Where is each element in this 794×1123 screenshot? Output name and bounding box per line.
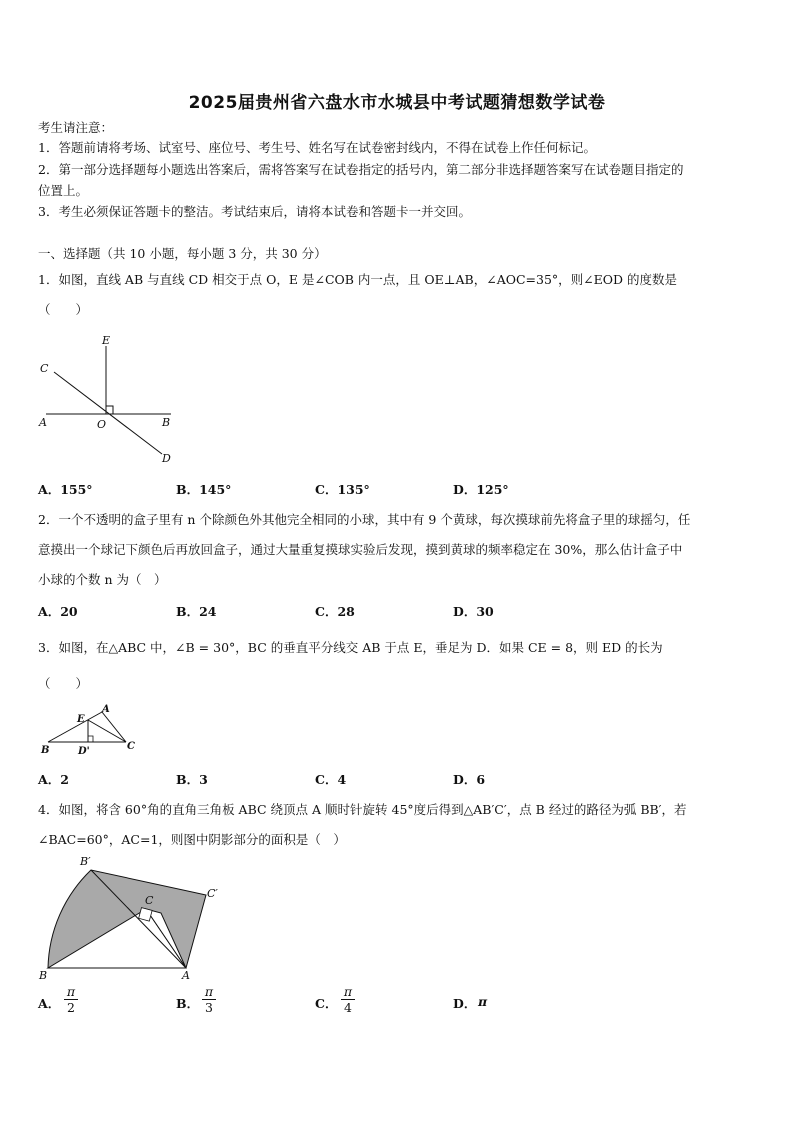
q3-label-c: C — [127, 741, 135, 752]
q1-label-e: E — [102, 334, 111, 347]
q4-option-d-value[interactable]: π — [478, 994, 488, 1009]
notice-heading: 考生请注意： — [38, 120, 114, 135]
q3-option-d[interactable]: D．6 — [453, 772, 486, 787]
q3-option-a[interactable]: A．2 — [38, 772, 69, 787]
q2-option-a[interactable]: A．20 — [38, 604, 78, 619]
q1-label-d: D — [162, 452, 171, 465]
q2-option-d[interactable]: D．30 — [453, 604, 494, 619]
q1-option-d[interactable]: D．125° — [453, 482, 509, 497]
q2-option-b[interactable]: B．24 — [176, 604, 217, 619]
q1-label-b: B — [162, 416, 171, 429]
q2-option-c[interactable]: C．28 — [315, 604, 355, 619]
q4-label-b1: B′ — [80, 855, 91, 868]
q3-label-e: E — [77, 714, 85, 725]
q4-option-b-den: 3 — [205, 1000, 213, 1015]
q4-option-b-num: π — [202, 984, 216, 1000]
q3-bracket: （ ） — [38, 676, 89, 691]
q4-label-a: A — [182, 969, 190, 982]
q3-label-d: D' — [78, 746, 90, 757]
q4-label-c1: C′ — [207, 887, 218, 900]
q1-bracket: （ ） — [38, 302, 89, 317]
q1-label-a: A — [39, 416, 47, 429]
q4-option-a-fraction[interactable] — [64, 984, 78, 1016]
q4-label-b: B — [39, 969, 48, 982]
q4-option-b-fraction[interactable] — [202, 984, 216, 1016]
q3-option-c[interactable]: C．4 — [315, 772, 347, 787]
q4-option-a-den: 2 — [67, 1000, 75, 1015]
q4-option-a-num: π — [64, 984, 78, 1000]
q4-figure — [36, 853, 231, 983]
q4-option-d-label[interactable]: D． — [453, 996, 477, 1011]
q4-option-a-label[interactable]: A． — [38, 996, 61, 1011]
q1-stem: 1．如图，直线 AB 与直线 CD 相交于点 O，E 是∠COB 内一点，且 OE⊥AB，∠AOC=35°，则∠EOD 的度数是 — [38, 272, 678, 287]
q1-option-c[interactable]: C．135° — [315, 482, 370, 497]
q4-option-c-den: 4 — [344, 1000, 352, 1015]
q4-stem-1: 4．如图，将含 60°角的直角三角板 ABC 绕顶点 A 顺时针旋转 45°度后得到△AB′C′，点 B 经过的路径为弧 BB′，若 — [38, 802, 687, 817]
notice-item-2-cont: 位置上。 — [38, 183, 89, 198]
q4-option-c-label[interactable]: C． — [315, 996, 338, 1011]
q3-label-a: A — [102, 704, 110, 715]
q3-option-b[interactable]: B．3 — [176, 772, 208, 787]
q1-figure — [36, 332, 176, 467]
page-title: 2025届贵州省六盘水市水城县中考试题猜想数学试卷 — [188, 93, 606, 113]
notice-item-1: 1．答题前请将考场、试室号、座位号、考生号、姓名写在试卷密封线内，不得在试卷上作任何标记。 — [38, 140, 596, 155]
q1-option-a[interactable]: A．155° — [38, 482, 93, 497]
q4-option-c-num: π — [341, 984, 355, 1000]
q1-label-o: O — [97, 418, 107, 431]
q4-option-c-fraction[interactable] — [341, 984, 355, 1016]
q4-stem-2: ∠BAC=60°，AC=1，则图中阴影部分的面积是（ ） — [38, 832, 346, 847]
q3-figure — [38, 702, 143, 757]
q2-stem-2: 意摸出一个球记下颜色后再放回盒子，通过大量重复摸球实验后发现，摸到黄球的频率稳定在 30%，那么估计盒子中 — [38, 542, 683, 557]
section-heading: 一、选择题（共 10 小题，每小题 3 分，共 30 分） — [38, 246, 327, 261]
notice-item-2: 2．第一部分选择题每小题选出答案后，需将答案写在试卷指定的括号内，第二部分非选择题答案写在试卷题目指定的 — [38, 162, 684, 177]
q2-stem-3: 小球的个数 n 为（ ） — [38, 572, 167, 587]
q2-stem-1: 2．一个不透明的盒子里有 n 个除颜色外其他完全相同的小球，其中有 9 个黄球，每次摸球前先将盒子里的球摇匀，任 — [38, 512, 691, 527]
q3-stem: 3．如图，在△ABC 中，∠B = 30°，BC 的垂直平分线交 AB 于点 E，垂足为 D．如果 CE = 8，则 ED 的长为 — [38, 640, 663, 655]
q3-label-b: B — [41, 745, 50, 756]
q1-option-b[interactable]: B．145° — [176, 482, 232, 497]
notice-item-3: 3．考生必须保证答题卡的整洁。考试结束后，请将本试卷和答题卡一并交回。 — [38, 204, 471, 219]
q1-label-c: C — [40, 362, 49, 375]
q4-label-c: C — [145, 894, 154, 907]
q4-option-b-label[interactable]: B． — [176, 996, 200, 1011]
